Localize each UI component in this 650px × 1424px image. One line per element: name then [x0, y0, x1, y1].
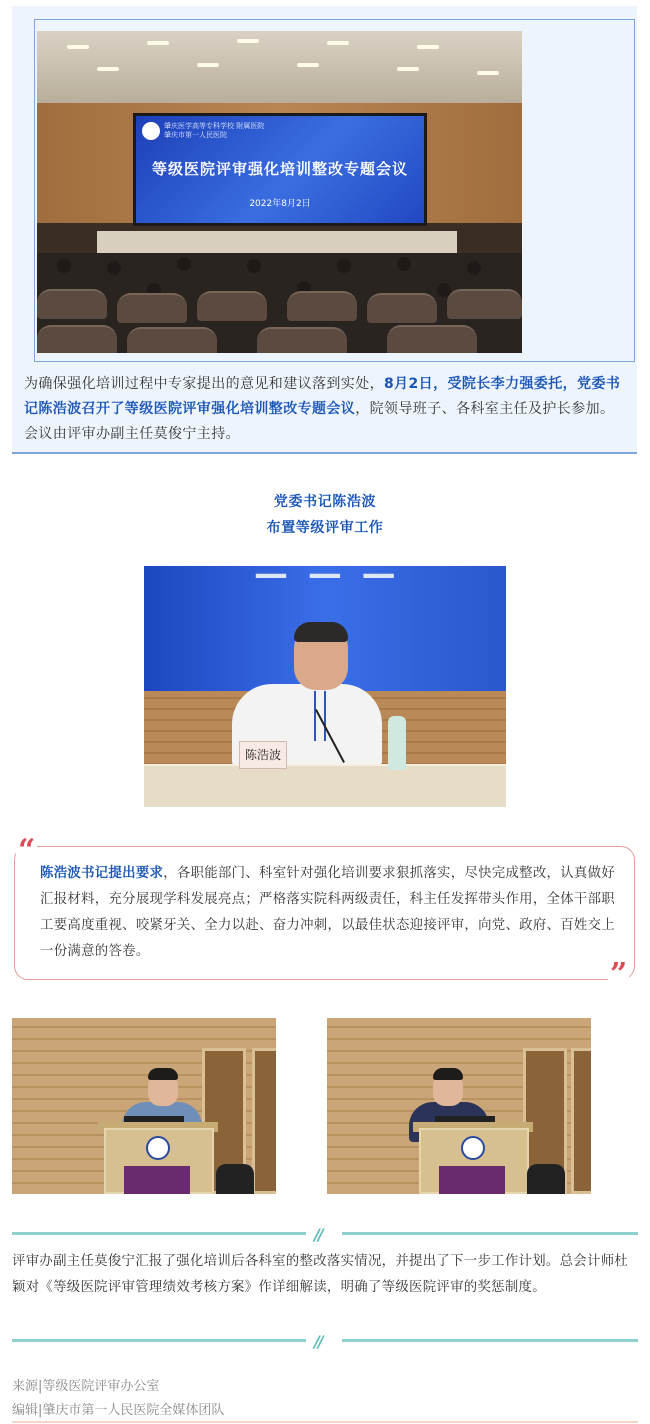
projection-screen	[133, 113, 427, 226]
water-bottle	[388, 716, 406, 770]
quote-body: ，各职能部门、科室针对强化培训要求狠抓落实，尽快完成整改，认真做好汇报材料，充分展现学科发展亮点；严格落实院科两级责任，科主任发挥带头作用，全体干部职工要高度重视、咬紧牙关、全力以赴、奋力冲刺，以最佳状态迎接评审，向党、政府、百姓交上一份满意的答卷。	[40, 866, 616, 959]
bottom-divider	[12, 1421, 638, 1423]
divider-bottom	[12, 1332, 638, 1351]
divider-mark-icon: //	[314, 1225, 322, 1244]
intro-paragraph	[24, 372, 624, 447]
section-heading-line2: 布置等级评审工作	[266, 520, 384, 536]
intro-highlight: 8月2日，受院长李力强委托，党委书记陈浩波召开了等级医院评审强化培训整改专题会议	[24, 376, 621, 417]
screen-header-line2: 肇庆市第一人民医院	[164, 131, 227, 139]
podium-emblem-icon	[461, 1136, 485, 1160]
quote-paragraph	[40, 861, 620, 965]
section-heading-line1: 党委书记陈浩波	[273, 494, 377, 510]
audience-area	[37, 253, 522, 353]
intro-text-part2: ，院领导班子、各科室主任及护长参加。会议由评审办副主任莫俊宁主持。	[24, 401, 615, 442]
speaker-nameplate: 陈浩波	[239, 741, 287, 769]
editor-credit: 编辑|肇庆市第一人民医院全媒体团队	[12, 1403, 225, 1418]
open-quote-icon: “	[18, 833, 36, 868]
speaker-photo: — — — 陈浩波	[144, 566, 506, 807]
screen-date: 2022年8月2日	[249, 199, 311, 209]
meeting-photo-frame	[34, 19, 635, 362]
screen-title: 等级医院评审强化培训整改专题会议	[151, 160, 408, 178]
quote-lead: 陈浩波书记提出要求	[40, 866, 164, 881]
meeting-hall-photo	[37, 31, 522, 353]
close-quote-icon: ”	[610, 957, 628, 992]
intro-section	[12, 6, 637, 454]
divider-top	[12, 1225, 638, 1244]
podium-photo-left	[12, 1018, 276, 1194]
source-credit: 来源|等级医院评审办公室	[12, 1379, 160, 1394]
summary-paragraph: 评审办副主任莫俊宁汇报了强化培训后各科室的整改落实情况，并提出了下一步工作计划。总会计师杜颖对《等级医院评审管理绩效考核方案》作详细解读，明确了等级医院评审的奖惩制度。	[12, 1254, 629, 1295]
podium-photo-right	[327, 1018, 591, 1194]
hospital-logo-icon	[142, 122, 160, 140]
podium-emblem-icon	[146, 1136, 170, 1160]
intro-text-part1: 为确保强化培训过程中专家提出的意见和建议落到实处，	[24, 376, 384, 392]
divider-mark-icon: //	[314, 1332, 322, 1351]
hall-ceiling	[37, 31, 522, 103]
screen-header-line1: 肇庆医学高等专科学校 附属医院	[164, 122, 265, 130]
